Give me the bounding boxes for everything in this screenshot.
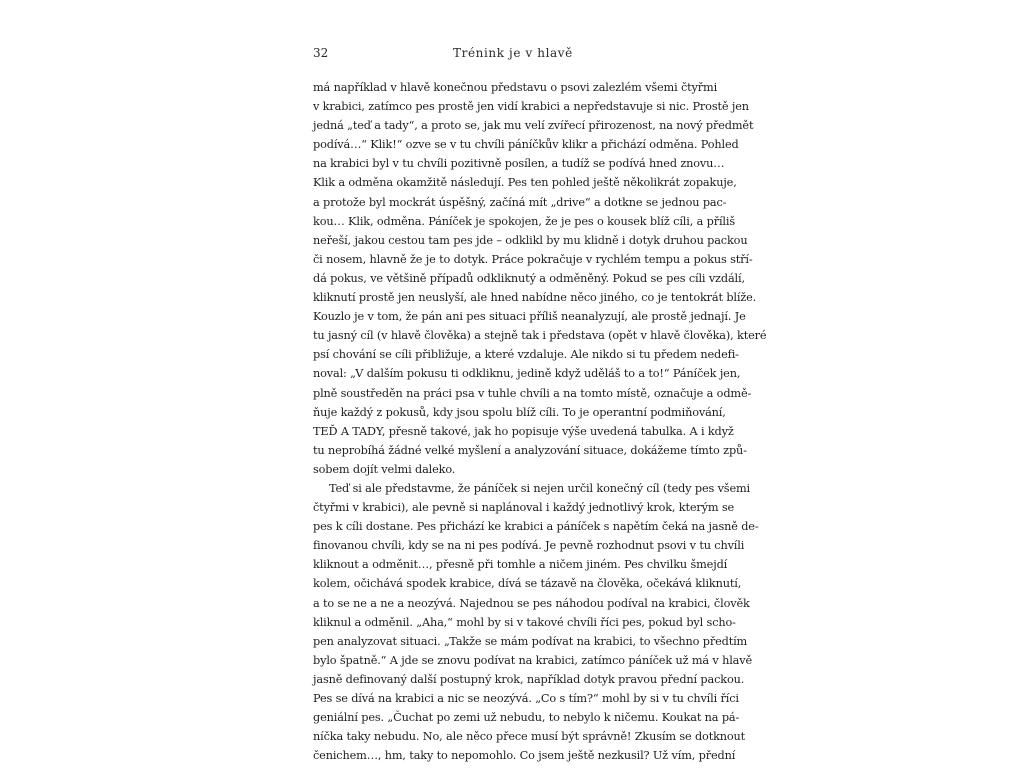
text-line: ňuje každý z pokusů, kdy jsou spolu blíž cíli. To je operantní podmiňování, (313, 405, 726, 419)
page-number: 32 (313, 46, 329, 60)
text-line: sobem dojít velmi daleko. (313, 462, 456, 476)
text-line: v krabici, zatímco pes prostě jen vidí krabici a nepředstavuje si nic. Prostě jen (313, 100, 749, 114)
text-line: jasně definovaný další postupný krok, například dotyk pravou přední packou. (313, 672, 745, 686)
text-line: a to se ne a ne a neozývá. Najednou se pes náhodou podíval na krabici, člověk (313, 596, 750, 610)
text-line: níčka taky nebudu. No, ale něco přece musí být správně! Zkusím se dotknout (313, 730, 746, 744)
text-line: Kouzlo je v tom, že pán ani pes situaci příliš neanalyzují, ale prostě jednají. Je (313, 310, 746, 324)
running-header (313, 46, 713, 66)
text-line: neřeší, jakou cestou tam pes jde – odklikl by mu klidně i dotyk druhou packou (313, 233, 748, 247)
text-line: plně soustředěn na práci psa v tuhle chvíli a na tomto místě, označuje a odmě- (313, 386, 752, 400)
text-line: finovanou chvíli, kdy se na ni pes podívá. Je pevně rozhodnut psovi v tu chvíli (313, 539, 745, 553)
text-line: čtyřmi v krabici), ale pevně si naplánoval i každý jednotlivý krok, kterým se (313, 501, 735, 515)
text-line: kou… Klik, odměna. Páníček je spokojen, že je pes o kousek blíž cíli, a příliš (313, 214, 735, 228)
text-line: Pes se dívá na krabici a nic se neozývá. „Co s tím?“ mohl by si v tu chvíli říci (313, 692, 739, 705)
text-line: noval: „V dalším pokusu ti odkliknu, jedině když uděláš to a to!“ Páníček jen, (313, 367, 741, 381)
text-line: bylo špatně.“ A jde se znovu podívat na krabici, zatímco páníček už má v hlavě (313, 653, 753, 667)
text-line: TEĎ A TADY, přesně takové, jak ho popisuje výše uvedená tabulka. A i když (313, 424, 734, 438)
text-line: tu jasný cíl (v hlavě člověka) a stejně tak i představa (opět v hlavě člověka), které (313, 329, 767, 343)
text-line: na krabici byl v tu chvíli pozitivně posílen, a tudíž se podívá hned znovu… (313, 157, 725, 171)
text-line: a protože byl mockrát úspěšný, začíná mít „drive“ a dotkne se jednou pac- (313, 195, 727, 209)
text-line: pen analyzovat situaci. „Takže se mám podívat na krabici, to všechno předtím (313, 634, 748, 648)
text-line: kolem, očichává spodek krabice, dívá se tázavě na člověka, očekává kliknutí, (313, 577, 742, 591)
text-line: či nosem, hlavně že je to dotyk. Práce pokračuje v rychlém tempu a pokus stří- (313, 252, 753, 266)
text-line: geniální pes. „Čuchat po zemi už nebudu, to nebylo k ničemu. Koukat na pá- (313, 711, 740, 725)
text-line: pes k cíli dostane. Pes přichází ke krabici a páníček s napětím čeká na jasně de- (313, 520, 759, 534)
paragraph (313, 479, 759, 765)
text-line: psí chování se cíli přibližuje, a které vzdaluje. Ale nikdo si tu předem nedefi- (313, 348, 739, 362)
text-line: kliknutí prostě jen neuslyší, ale hned nabídne něco jiného, co je tentokrát blíže. (313, 291, 757, 305)
paragraph (313, 78, 767, 479)
text-line: kliknout a odměnit…, přesně při tomhle a ničem jiném. Pes chvilku šmejdí (313, 558, 728, 572)
text-line: Teď si ale představme, že páníček si nejen určil konečný cíl (tedy pes všemi (329, 481, 751, 495)
text-line: dá pokus, ve většině případů odkliknutý a odměněný. Pokud se pes cíli vzdálí, (313, 271, 745, 285)
text-line: podívá…“ Klik!“ ozve se v tu chvíli páníčkův klikr a přichází odměna. Pohled (313, 138, 739, 152)
text-line: jedná „teď a tady“, a proto se, jak mu velí zvířecí přirozenost, na nový předmět (313, 119, 754, 133)
text-line: kliknul a odměnil. „Aha,“ mohl by si v takové chvíli říci pes, pokud byl scho- (313, 615, 736, 629)
text-line: čenichem…, hm, taky to nepomohlo. Co jsem ještě nezkusil? Už vím, přední (313, 749, 736, 763)
running-title: Trénink je v hlavě (453, 46, 573, 60)
text-line: má například v hlavě konečnou představu o psovi zalezlém všemi čtyřmi (313, 81, 718, 94)
text-line: tu neprobíhá žádné velké myšlení a analyzování situace, dokážeme tímto způ- (313, 443, 747, 457)
body-text (313, 78, 767, 765)
text-line: Klik a odměna okamžitě následují. Pes ten pohled ještě několikrát zopakuje, (313, 176, 737, 190)
